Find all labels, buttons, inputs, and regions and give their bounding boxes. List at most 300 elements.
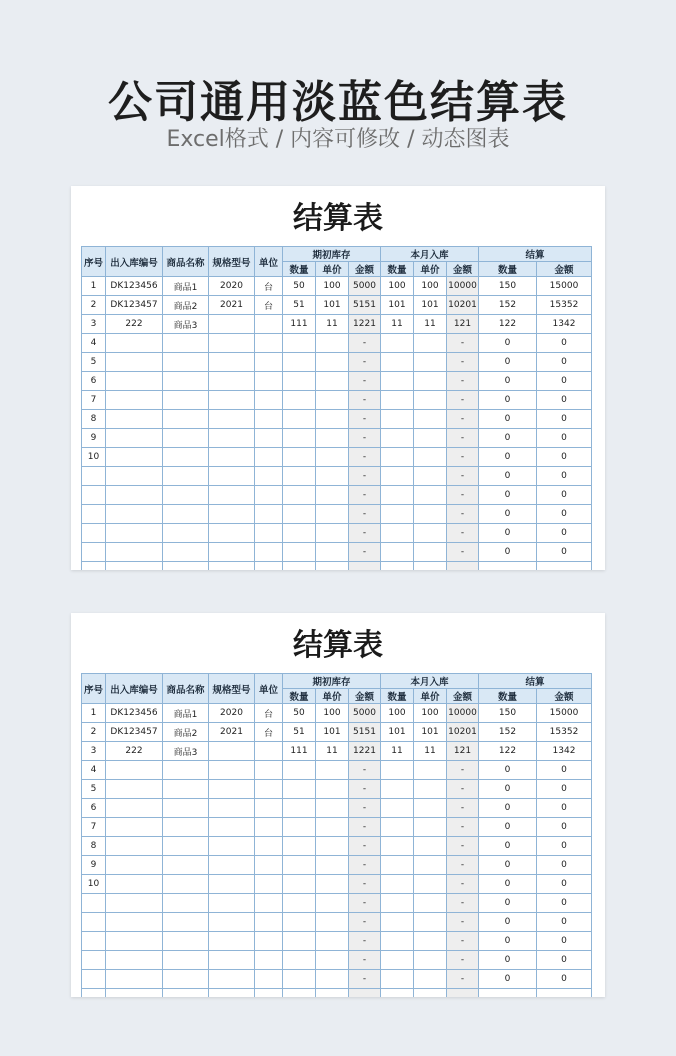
cell-settlement-qty[interactable]: 150: [479, 704, 537, 723]
cell-name[interactable]: [163, 932, 209, 951]
cell-unit[interactable]: [255, 970, 283, 989]
cell-inbound-price[interactable]: 100: [414, 704, 447, 723]
cell-inbound-price[interactable]: [414, 391, 447, 410]
cell-spec[interactable]: 2020: [209, 704, 255, 723]
cell-settlement-qty[interactable]: [479, 562, 537, 571]
cell-spec[interactable]: [209, 818, 255, 837]
cell-settlement-qty[interactable]: 0: [479, 505, 537, 524]
cell-settlement-qty[interactable]: 0: [479, 448, 537, 467]
cell-unit[interactable]: [255, 524, 283, 543]
cell-spec[interactable]: [209, 837, 255, 856]
cell-settlement-qty[interactable]: 0: [479, 486, 537, 505]
cell-inbound-amount[interactable]: -: [447, 467, 479, 486]
cell-opening-qty[interactable]: [283, 505, 316, 524]
cell-seq[interactable]: [82, 989, 106, 998]
cell-settlement-amount[interactable]: 15352: [537, 723, 592, 742]
cell-opening-qty[interactable]: [283, 391, 316, 410]
cell-settlement-qty[interactable]: 122: [479, 315, 537, 334]
cell-opening-amount[interactable]: -: [349, 799, 381, 818]
cell-seq[interactable]: 10: [82, 875, 106, 894]
cell-opening-price[interactable]: [316, 761, 349, 780]
cell-inbound-price[interactable]: [414, 334, 447, 353]
cell-settlement-qty[interactable]: 0: [479, 970, 537, 989]
cell-spec[interactable]: [209, 970, 255, 989]
cell-unit[interactable]: [255, 951, 283, 970]
cell-inbound-price[interactable]: [414, 761, 447, 780]
cell-opening-qty[interactable]: [283, 932, 316, 951]
cell-spec[interactable]: [209, 543, 255, 562]
cell-name[interactable]: [163, 951, 209, 970]
cell-unit[interactable]: 台: [255, 277, 283, 296]
cell-unit[interactable]: [255, 894, 283, 913]
cell-opening-amount[interactable]: -: [349, 410, 381, 429]
cell-inbound-amount[interactable]: -: [447, 543, 479, 562]
cell-name[interactable]: [163, 543, 209, 562]
cell-settlement-qty[interactable]: 150: [479, 277, 537, 296]
cell-opening-amount[interactable]: -: [349, 334, 381, 353]
cell-settlement-amount[interactable]: 0: [537, 505, 592, 524]
cell-settlement-amount[interactable]: 0: [537, 410, 592, 429]
cell-inbound-price[interactable]: [414, 780, 447, 799]
cell-unit[interactable]: [255, 410, 283, 429]
cell-code[interactable]: [106, 989, 163, 998]
cell-settlement-qty[interactable]: 0: [479, 391, 537, 410]
cell-settlement-amount[interactable]: 0: [537, 353, 592, 372]
cell-opening-qty[interactable]: [283, 818, 316, 837]
cell-spec[interactable]: [209, 875, 255, 894]
cell-inbound-qty[interactable]: 101: [381, 296, 414, 315]
cell-inbound-amount[interactable]: -: [447, 505, 479, 524]
cell-opening-qty[interactable]: [283, 894, 316, 913]
cell-inbound-amount[interactable]: [447, 989, 479, 998]
cell-settlement-amount[interactable]: 0: [537, 486, 592, 505]
cell-opening-qty[interactable]: [283, 989, 316, 998]
cell-inbound-qty[interactable]: [381, 391, 414, 410]
cell-unit[interactable]: [255, 989, 283, 998]
cell-opening-price[interactable]: [316, 875, 349, 894]
cell-inbound-qty[interactable]: [381, 970, 414, 989]
cell-settlement-amount[interactable]: 0: [537, 932, 592, 951]
cell-inbound-price[interactable]: [414, 562, 447, 571]
cell-code[interactable]: [106, 543, 163, 562]
cell-opening-qty[interactable]: 50: [283, 277, 316, 296]
cell-spec[interactable]: [209, 524, 255, 543]
cell-seq[interactable]: [82, 913, 106, 932]
cell-inbound-price[interactable]: [414, 837, 447, 856]
cell-opening-qty[interactable]: [283, 524, 316, 543]
cell-inbound-amount[interactable]: -: [447, 951, 479, 970]
cell-spec[interactable]: [209, 856, 255, 875]
cell-name[interactable]: [163, 970, 209, 989]
cell-unit[interactable]: [255, 742, 283, 761]
cell-opening-amount[interactable]: -: [349, 837, 381, 856]
cell-spec[interactable]: 2021: [209, 723, 255, 742]
cell-spec[interactable]: [209, 932, 255, 951]
cell-opening-amount[interactable]: -: [349, 391, 381, 410]
cell-name[interactable]: [163, 429, 209, 448]
cell-opening-qty[interactable]: 51: [283, 723, 316, 742]
cell-seq[interactable]: 6: [82, 799, 106, 818]
cell-seq[interactable]: 10: [82, 448, 106, 467]
cell-opening-qty[interactable]: [283, 486, 316, 505]
cell-opening-price[interactable]: [316, 334, 349, 353]
cell-inbound-price[interactable]: 101: [414, 296, 447, 315]
cell-unit[interactable]: [255, 818, 283, 837]
cell-seq[interactable]: 8: [82, 410, 106, 429]
cell-opening-price[interactable]: 101: [316, 296, 349, 315]
cell-inbound-price[interactable]: [414, 856, 447, 875]
cell-opening-amount[interactable]: -: [349, 429, 381, 448]
cell-inbound-amount[interactable]: -: [447, 391, 479, 410]
cell-settlement-amount[interactable]: [537, 562, 592, 571]
cell-settlement-qty[interactable]: 0: [479, 334, 537, 353]
cell-spec[interactable]: [209, 372, 255, 391]
cell-settlement-amount[interactable]: 0: [537, 429, 592, 448]
cell-opening-amount[interactable]: [349, 989, 381, 998]
cell-settlement-amount[interactable]: 0: [537, 913, 592, 932]
cell-seq[interactable]: 2: [82, 296, 106, 315]
cell-inbound-price[interactable]: [414, 524, 447, 543]
cell-seq[interactable]: 7: [82, 818, 106, 837]
cell-name[interactable]: [163, 894, 209, 913]
cell-settlement-amount[interactable]: 15000: [537, 277, 592, 296]
cell-inbound-price[interactable]: 11: [414, 315, 447, 334]
cell-seq[interactable]: 7: [82, 391, 106, 410]
cell-unit[interactable]: [255, 334, 283, 353]
cell-settlement-amount[interactable]: 0: [537, 951, 592, 970]
cell-opening-amount[interactable]: -: [349, 875, 381, 894]
cell-inbound-qty[interactable]: [381, 429, 414, 448]
cell-opening-price[interactable]: [316, 486, 349, 505]
cell-settlement-qty[interactable]: 122: [479, 742, 537, 761]
cell-opening-price[interactable]: [316, 372, 349, 391]
cell-inbound-qty[interactable]: [381, 761, 414, 780]
cell-name[interactable]: [163, 875, 209, 894]
cell-opening-qty[interactable]: [283, 448, 316, 467]
cell-spec[interactable]: [209, 467, 255, 486]
cell-inbound-qty[interactable]: [381, 989, 414, 998]
cell-settlement-amount[interactable]: 15000: [537, 704, 592, 723]
cell-opening-amount[interactable]: -: [349, 467, 381, 486]
cell-inbound-qty[interactable]: 100: [381, 277, 414, 296]
cell-opening-amount[interactable]: -: [349, 780, 381, 799]
cell-inbound-amount[interactable]: 10000: [447, 277, 479, 296]
cell-settlement-amount[interactable]: 0: [537, 372, 592, 391]
cell-opening-price[interactable]: [316, 353, 349, 372]
cell-opening-qty[interactable]: [283, 353, 316, 372]
cell-inbound-price[interactable]: [414, 951, 447, 970]
cell-name[interactable]: [163, 486, 209, 505]
cell-settlement-qty[interactable]: 0: [479, 818, 537, 837]
cell-spec[interactable]: [209, 742, 255, 761]
cell-opening-price[interactable]: [316, 856, 349, 875]
cell-inbound-price[interactable]: [414, 970, 447, 989]
cell-opening-qty[interactable]: [283, 913, 316, 932]
cell-code[interactable]: [106, 837, 163, 856]
cell-seq[interactable]: 9: [82, 856, 106, 875]
cell-inbound-qty[interactable]: [381, 467, 414, 486]
cell-spec[interactable]: [209, 761, 255, 780]
cell-settlement-amount[interactable]: 0: [537, 467, 592, 486]
cell-opening-amount[interactable]: -: [349, 353, 381, 372]
cell-opening-price[interactable]: [316, 989, 349, 998]
cell-code[interactable]: [106, 799, 163, 818]
cell-inbound-price[interactable]: [414, 799, 447, 818]
cell-unit[interactable]: [255, 372, 283, 391]
cell-settlement-qty[interactable]: 0: [479, 875, 537, 894]
cell-settlement-qty[interactable]: 0: [479, 524, 537, 543]
cell-settlement-amount[interactable]: 0: [537, 448, 592, 467]
cell-inbound-qty[interactable]: [381, 372, 414, 391]
cell-inbound-amount[interactable]: 121: [447, 742, 479, 761]
cell-settlement-amount[interactable]: 0: [537, 391, 592, 410]
cell-settlement-amount[interactable]: 0: [537, 761, 592, 780]
cell-code[interactable]: [106, 780, 163, 799]
cell-opening-qty[interactable]: [283, 875, 316, 894]
cell-inbound-amount[interactable]: 10201: [447, 296, 479, 315]
cell-inbound-amount[interactable]: -: [447, 524, 479, 543]
cell-opening-price[interactable]: [316, 932, 349, 951]
cell-opening-amount[interactable]: -: [349, 505, 381, 524]
cell-settlement-amount[interactable]: 0: [537, 837, 592, 856]
cell-inbound-qty[interactable]: [381, 334, 414, 353]
cell-spec[interactable]: [209, 391, 255, 410]
cell-opening-amount[interactable]: 1221: [349, 742, 381, 761]
cell-inbound-price[interactable]: [414, 372, 447, 391]
cell-opening-amount[interactable]: 5000: [349, 704, 381, 723]
cell-inbound-qty[interactable]: [381, 875, 414, 894]
cell-seq[interactable]: 4: [82, 761, 106, 780]
cell-code[interactable]: [106, 951, 163, 970]
cell-seq[interactable]: 4: [82, 334, 106, 353]
cell-opening-qty[interactable]: [283, 410, 316, 429]
cell-code[interactable]: [106, 524, 163, 543]
cell-spec[interactable]: [209, 334, 255, 353]
cell-inbound-price[interactable]: [414, 913, 447, 932]
cell-opening-qty[interactable]: [283, 837, 316, 856]
cell-spec[interactable]: [209, 315, 255, 334]
cell-inbound-price[interactable]: [414, 410, 447, 429]
cell-code[interactable]: [106, 391, 163, 410]
cell-seq[interactable]: 1: [82, 277, 106, 296]
cell-inbound-qty[interactable]: [381, 951, 414, 970]
cell-unit[interactable]: [255, 856, 283, 875]
cell-seq[interactable]: [82, 486, 106, 505]
cell-spec[interactable]: [209, 353, 255, 372]
cell-name[interactable]: 商品3: [163, 742, 209, 761]
cell-opening-qty[interactable]: [283, 429, 316, 448]
cell-opening-price[interactable]: [316, 951, 349, 970]
cell-code[interactable]: DK123456: [106, 277, 163, 296]
cell-name[interactable]: [163, 856, 209, 875]
cell-inbound-qty[interactable]: [381, 932, 414, 951]
cell-inbound-amount[interactable]: -: [447, 818, 479, 837]
cell-inbound-amount[interactable]: [447, 562, 479, 571]
cell-settlement-qty[interactable]: 0: [479, 372, 537, 391]
cell-name[interactable]: [163, 524, 209, 543]
cell-opening-qty[interactable]: [283, 780, 316, 799]
cell-code[interactable]: [106, 334, 163, 353]
cell-settlement-qty[interactable]: 0: [479, 761, 537, 780]
cell-code[interactable]: [106, 429, 163, 448]
cell-name[interactable]: [163, 372, 209, 391]
cell-settlement-qty[interactable]: 0: [479, 353, 537, 372]
cell-inbound-amount[interactable]: -: [447, 372, 479, 391]
cell-inbound-amount[interactable]: -: [447, 486, 479, 505]
cell-inbound-price[interactable]: 100: [414, 277, 447, 296]
cell-name[interactable]: [163, 467, 209, 486]
cell-opening-price[interactable]: [316, 391, 349, 410]
cell-inbound-price[interactable]: [414, 505, 447, 524]
cell-opening-amount[interactable]: 5000: [349, 277, 381, 296]
cell-settlement-qty[interactable]: 0: [479, 856, 537, 875]
cell-code[interactable]: [106, 448, 163, 467]
cell-code[interactable]: [106, 372, 163, 391]
cell-inbound-amount[interactable]: -: [447, 799, 479, 818]
cell-opening-price[interactable]: [316, 894, 349, 913]
cell-code[interactable]: [106, 562, 163, 571]
cell-opening-price[interactable]: [316, 913, 349, 932]
cell-opening-qty[interactable]: [283, 372, 316, 391]
cell-inbound-amount[interactable]: -: [447, 856, 479, 875]
cell-opening-price[interactable]: [316, 562, 349, 571]
cell-inbound-qty[interactable]: 101: [381, 723, 414, 742]
cell-inbound-qty[interactable]: [381, 448, 414, 467]
cell-inbound-qty[interactable]: [381, 856, 414, 875]
cell-inbound-amount[interactable]: -: [447, 970, 479, 989]
cell-name[interactable]: [163, 799, 209, 818]
cell-code[interactable]: [106, 932, 163, 951]
cell-settlement-amount[interactable]: 0: [537, 818, 592, 837]
cell-inbound-amount[interactable]: -: [447, 429, 479, 448]
cell-name[interactable]: 商品2: [163, 723, 209, 742]
cell-seq[interactable]: [82, 505, 106, 524]
cell-settlement-qty[interactable]: 0: [479, 913, 537, 932]
cell-opening-price[interactable]: [316, 970, 349, 989]
cell-spec[interactable]: [209, 799, 255, 818]
cell-opening-qty[interactable]: 51: [283, 296, 316, 315]
cell-opening-price[interactable]: [316, 410, 349, 429]
cell-inbound-qty[interactable]: [381, 505, 414, 524]
cell-opening-price[interactable]: [316, 837, 349, 856]
cell-unit[interactable]: [255, 837, 283, 856]
cell-settlement-qty[interactable]: 0: [479, 799, 537, 818]
cell-inbound-qty[interactable]: [381, 524, 414, 543]
cell-seq[interactable]: [82, 562, 106, 571]
cell-opening-qty[interactable]: 111: [283, 742, 316, 761]
cell-opening-qty[interactable]: [283, 970, 316, 989]
cell-settlement-qty[interactable]: 0: [479, 543, 537, 562]
cell-code[interactable]: [106, 505, 163, 524]
cell-opening-amount[interactable]: [349, 562, 381, 571]
cell-settlement-amount[interactable]: 0: [537, 856, 592, 875]
cell-opening-price[interactable]: [316, 780, 349, 799]
cell-unit[interactable]: [255, 780, 283, 799]
cell-inbound-qty[interactable]: 100: [381, 704, 414, 723]
cell-name[interactable]: 商品1: [163, 277, 209, 296]
cell-name[interactable]: [163, 837, 209, 856]
cell-unit[interactable]: [255, 543, 283, 562]
cell-inbound-qty[interactable]: [381, 543, 414, 562]
cell-inbound-price[interactable]: [414, 875, 447, 894]
cell-seq[interactable]: 2: [82, 723, 106, 742]
cell-code[interactable]: DK123456: [106, 704, 163, 723]
cell-opening-amount[interactable]: -: [349, 932, 381, 951]
cell-settlement-amount[interactable]: 0: [537, 334, 592, 353]
cell-inbound-price[interactable]: [414, 353, 447, 372]
cell-inbound-price[interactable]: [414, 932, 447, 951]
cell-settlement-qty[interactable]: [479, 989, 537, 998]
cell-inbound-price[interactable]: [414, 467, 447, 486]
cell-inbound-amount[interactable]: -: [447, 913, 479, 932]
cell-opening-amount[interactable]: -: [349, 448, 381, 467]
cell-inbound-price[interactable]: [414, 989, 447, 998]
cell-spec[interactable]: [209, 486, 255, 505]
cell-opening-price[interactable]: [316, 467, 349, 486]
cell-inbound-amount[interactable]: -: [447, 334, 479, 353]
cell-inbound-qty[interactable]: [381, 799, 414, 818]
cell-spec[interactable]: [209, 951, 255, 970]
cell-inbound-price[interactable]: 11: [414, 742, 447, 761]
cell-name[interactable]: [163, 562, 209, 571]
cell-opening-amount[interactable]: -: [349, 951, 381, 970]
cell-opening-price[interactable]: 100: [316, 277, 349, 296]
cell-spec[interactable]: [209, 989, 255, 998]
cell-opening-qty[interactable]: [283, 467, 316, 486]
cell-opening-amount[interactable]: -: [349, 524, 381, 543]
cell-settlement-qty[interactable]: 0: [479, 932, 537, 951]
cell-settlement-qty[interactable]: 0: [479, 837, 537, 856]
cell-opening-qty[interactable]: [283, 562, 316, 571]
cell-name[interactable]: [163, 989, 209, 998]
cell-name[interactable]: [163, 818, 209, 837]
cell-name[interactable]: 商品3: [163, 315, 209, 334]
cell-code[interactable]: DK123457: [106, 296, 163, 315]
cell-settlement-qty[interactable]: 0: [479, 410, 537, 429]
cell-inbound-qty[interactable]: [381, 913, 414, 932]
cell-seq[interactable]: 8: [82, 837, 106, 856]
cell-opening-qty[interactable]: [283, 951, 316, 970]
cell-inbound-qty[interactable]: [381, 818, 414, 837]
cell-inbound-price[interactable]: [414, 429, 447, 448]
cell-inbound-amount[interactable]: 121: [447, 315, 479, 334]
cell-unit[interactable]: [255, 467, 283, 486]
cell-opening-qty[interactable]: [283, 799, 316, 818]
cell-unit[interactable]: 台: [255, 704, 283, 723]
cell-opening-qty[interactable]: 50: [283, 704, 316, 723]
cell-name[interactable]: [163, 761, 209, 780]
cell-unit[interactable]: [255, 486, 283, 505]
cell-opening-price[interactable]: 100: [316, 704, 349, 723]
cell-opening-amount[interactable]: -: [349, 970, 381, 989]
cell-settlement-amount[interactable]: 0: [537, 875, 592, 894]
cell-settlement-amount[interactable]: 0: [537, 894, 592, 913]
cell-name[interactable]: [163, 780, 209, 799]
cell-inbound-qty[interactable]: [381, 562, 414, 571]
cell-settlement-qty[interactable]: 152: [479, 723, 537, 742]
cell-opening-price[interactable]: [316, 448, 349, 467]
cell-inbound-amount[interactable]: -: [447, 894, 479, 913]
cell-name[interactable]: [163, 391, 209, 410]
cell-seq[interactable]: [82, 894, 106, 913]
cell-seq[interactable]: 5: [82, 780, 106, 799]
cell-unit[interactable]: [255, 562, 283, 571]
cell-unit[interactable]: [255, 932, 283, 951]
cell-opening-amount[interactable]: -: [349, 761, 381, 780]
cell-seq[interactable]: 1: [82, 704, 106, 723]
cell-name[interactable]: 商品2: [163, 296, 209, 315]
cell-spec[interactable]: [209, 913, 255, 932]
